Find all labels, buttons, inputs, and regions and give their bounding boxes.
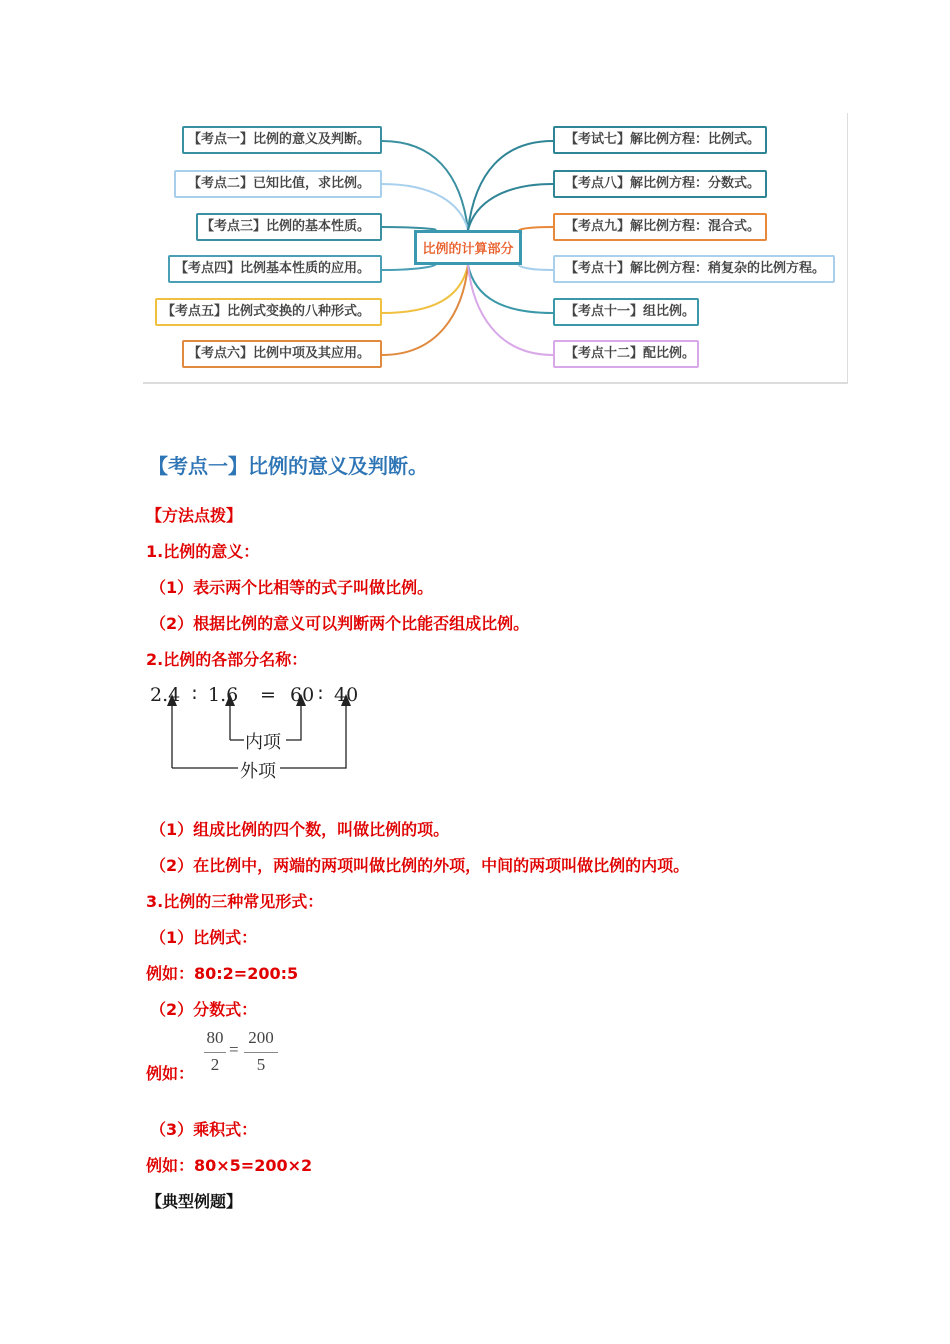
item1-sub2: （2）根据比例的意义可以判断两个比能否组成比例。 bbox=[150, 614, 530, 633]
term-a: 2.4 bbox=[150, 684, 181, 706]
item1-title: 1.比例的意义： bbox=[146, 542, 260, 561]
mindmap-center-node bbox=[414, 230, 522, 265]
fraction-bar-2 bbox=[244, 1052, 278, 1053]
node-label: 【考点五】比例式变换的八种形式。 bbox=[161, 304, 370, 319]
form2-prefix: 例如： bbox=[146, 1064, 195, 1083]
center-label: 比例的计算部分 bbox=[422, 242, 514, 257]
node-label: 【考试七】解比例方程：比例式。 bbox=[565, 132, 761, 147]
colon-2: ∶ bbox=[318, 684, 323, 706]
colon-1: ∶ bbox=[192, 684, 197, 706]
form1-example: 例如：80:2=200:5 bbox=[146, 964, 299, 983]
mindmap-node-11 bbox=[553, 298, 699, 326]
node-label: 【考点九】解比例方程：混合式。 bbox=[565, 219, 761, 234]
method-label: 【方法点拨】 bbox=[146, 506, 243, 525]
fraction-equals: = bbox=[229, 1040, 239, 1059]
mindmap-node-3 bbox=[196, 213, 382, 241]
form2-title: （2）分数式： bbox=[150, 1000, 258, 1019]
item2-sub2: （2）在比例中，两端的两项叫做比例的外项，中间的两项叫做比例的内项。 bbox=[150, 856, 690, 875]
node-label: 【考点二】已知比值，求比例。 bbox=[187, 176, 370, 191]
node-label: 【考点十一】组比例。 bbox=[565, 304, 696, 319]
item3-title: 3.比例的三种常见形式： bbox=[146, 892, 324, 911]
denominator-2: 5 bbox=[256, 1055, 266, 1074]
node-label: 【考点三】比例的基本性质。 bbox=[200, 219, 370, 234]
equals-sign: = bbox=[260, 684, 276, 706]
fraction-bar-1 bbox=[204, 1052, 226, 1053]
term-c: 60 bbox=[290, 684, 315, 706]
denominator-1: 2 bbox=[210, 1055, 220, 1074]
numerator-2: 200 bbox=[248, 1028, 274, 1047]
mindmap-node-8 bbox=[553, 170, 767, 198]
typical-examples-label: 【典型例题】 bbox=[146, 1192, 243, 1211]
mindmap-node-12 bbox=[553, 340, 699, 368]
mindmap-node-2 bbox=[174, 170, 382, 198]
mindmap-node-5 bbox=[155, 298, 382, 326]
outer-terms-label: 外项 bbox=[240, 761, 276, 782]
fraction-example bbox=[202, 1028, 282, 1078]
section-title: 【考点一】比例的意义及判断。 bbox=[148, 454, 428, 478]
form1-title: （1）比例式： bbox=[150, 928, 258, 947]
node-label: 【考点六】比例中项及其应用。 bbox=[187, 346, 370, 361]
inner-terms-label: 内项 bbox=[245, 732, 281, 753]
item2-title: 2.比例的各部分名称： bbox=[146, 650, 308, 669]
node-label: 【考点十二】配比例。 bbox=[565, 346, 696, 361]
mindmap-node-10 bbox=[553, 255, 835, 283]
form3-example: 例如：80×5=200×2 bbox=[146, 1156, 313, 1175]
proportion-terms-diagram bbox=[148, 680, 368, 780]
mindmap-node-7 bbox=[553, 126, 767, 154]
node-label: 【考点四】比例基本性质的应用。 bbox=[174, 261, 370, 276]
mindmap-node-1 bbox=[182, 126, 382, 154]
mindmap-node-6 bbox=[182, 340, 382, 368]
node-label: 【考点八】解比例方程：分数式。 bbox=[565, 176, 761, 191]
item2-sub1: （1）组成比例的四个数，叫做比例的项。 bbox=[150, 820, 450, 839]
node-label: 【考点一】比例的意义及判断。 bbox=[187, 132, 370, 147]
node-label: 【考点十】解比例方程：稍复杂的比例方程。 bbox=[565, 261, 826, 276]
term-d: 40 bbox=[334, 684, 359, 706]
mindmap-node-4 bbox=[168, 255, 382, 283]
mindmap-image bbox=[143, 113, 848, 384]
term-b: 1.6 bbox=[208, 684, 239, 706]
mindmap-node-9 bbox=[553, 213, 767, 241]
item1-sub1: （1）表示两个比相等的式子叫做比例。 bbox=[150, 578, 434, 597]
numerator-1: 80 bbox=[206, 1028, 224, 1047]
form3-title: （3）乘积式： bbox=[150, 1120, 258, 1139]
